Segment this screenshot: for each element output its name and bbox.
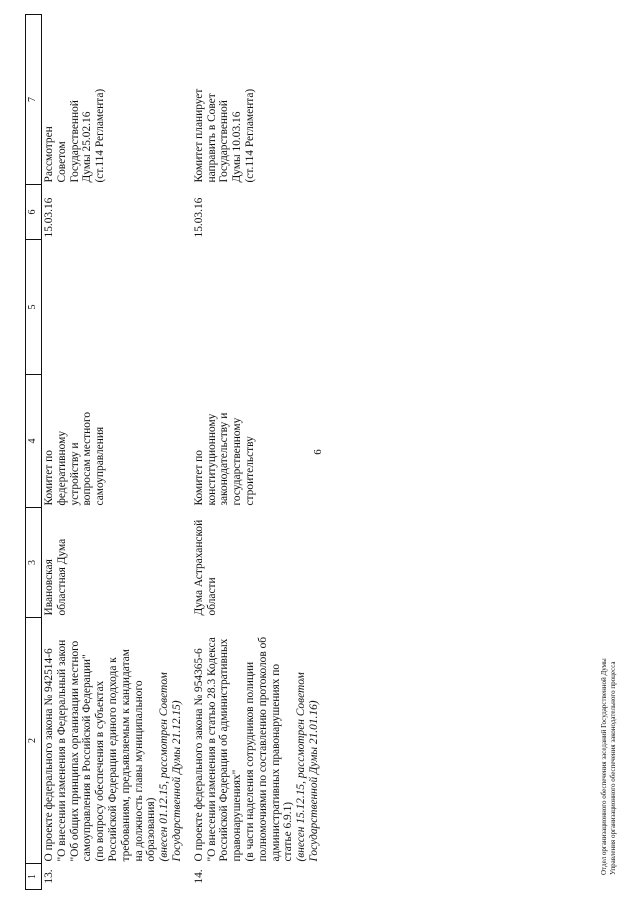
page-number: 6 [312,449,324,455]
column-header: 4 [26,375,42,508]
bill-author [42,508,192,618]
cell-line: Государственной [218,100,231,183]
cell-line: Комитет планирует [192,88,205,183]
cell-line: самоуправления в Российской Федерации" [81,654,94,862]
cell-line: Комитет по [192,450,205,506]
cell-line: государственному [231,417,244,506]
cell-line: (по вопросу обеспечения в субъектах [94,680,107,862]
responsible-committee [42,375,192,508]
column-header: 2 [26,618,42,864]
column-header: 1 [26,864,42,890]
cell-line: строительству [243,436,256,506]
row-number: 14. [192,869,205,884]
cell-line: Рассмотрен [43,126,55,183]
cell-line: устройству и [68,442,81,506]
column-5-cell [42,240,192,375]
column-5-cell [192,240,329,375]
cell-line: Российской Федерации об административных [218,638,231,862]
cell-line: Думы 25.02.16 [81,111,94,183]
cell-line: образования) [145,797,158,862]
cell-line: направить в Совет [205,93,218,183]
cell-line: Государственной Думы 21.12.15) [170,700,183,862]
cell-line: законодательству и [218,412,231,506]
cell-line: Комитет по [43,450,55,506]
cell-line: Государственной [68,100,81,183]
bill-author [192,508,329,618]
note-cell [42,15,192,185]
table-row [42,15,192,890]
column-header: 3 [26,508,42,618]
cell-line: Государственной Думы 21.01.16) [307,700,320,862]
bills-table [25,14,329,890]
footer-line: Отдел организационного обеспечения заседаний Государственной Думы [600,658,608,875]
bill-title [42,618,192,864]
footer-line: Управления организационного обеспечения законодательного процесса [609,661,617,875]
cell-line: (внесен 15.12.15, рассмотрен Советом [295,672,308,862]
cell-line: Российской Федерации единого подхода к [106,657,119,862]
cell-line: полномочиями по составлению протоколов об [256,636,269,862]
cell-line: "О внесении изменения в Федеральный закон [55,639,68,862]
cell-line: требованиям, предъявляемым к кандидатам [119,649,132,862]
table-header-row [26,15,42,890]
cell-line: административных правонарушениях по [269,663,282,862]
cell-line: Думы 10.03.16 [231,111,244,183]
cell-line: статье 6.9.1) [282,801,295,862]
cell-line: О проекте федерального закона № 942514-6 [43,648,55,862]
cell-line: (ст.114 Регламента) [243,88,256,183]
note-cell [192,15,329,185]
table-row [192,15,329,890]
cell-line: (внесен 01.12.15, рассмотрен Советом [158,672,171,862]
cell-line: (ст.114 Регламента) [94,88,107,183]
cell-line: Дума Астраханской [192,519,205,616]
cell-line: вопросам местного [81,411,94,506]
bill-title [192,618,329,864]
footer [600,658,618,875]
cell-line: конституционному [205,413,218,506]
cell-line: правонарушениях" [231,769,244,862]
cell-line: федеративному [55,430,68,506]
cell-line: (в части наделения сотрудников полиции [243,661,256,862]
cell-line: Ивановская [43,559,55,616]
cell-line: "О внесении изменения в статью 28.3 Кодекса [205,637,218,862]
cell-line: области [205,577,218,616]
cell-line: областная Дума [55,538,68,616]
date-cell: 15.03.16 [43,197,55,238]
column-header: 7 [26,15,42,185]
date-cell: 15.03.16 [192,197,205,238]
cell-line: "Об общих принципах организации местного [68,640,81,862]
column-header: 5 [26,240,42,375]
cell-line: на должность главы муниципального [132,680,145,862]
cell-line: Советом [55,141,68,183]
responsible-committee [192,375,329,508]
row-number: 13. [43,869,55,884]
column-header: 6 [26,185,42,240]
cell-line: О проекте федерального закона № 954365-6 [192,648,205,862]
cell-line: самоуправления [94,426,107,506]
